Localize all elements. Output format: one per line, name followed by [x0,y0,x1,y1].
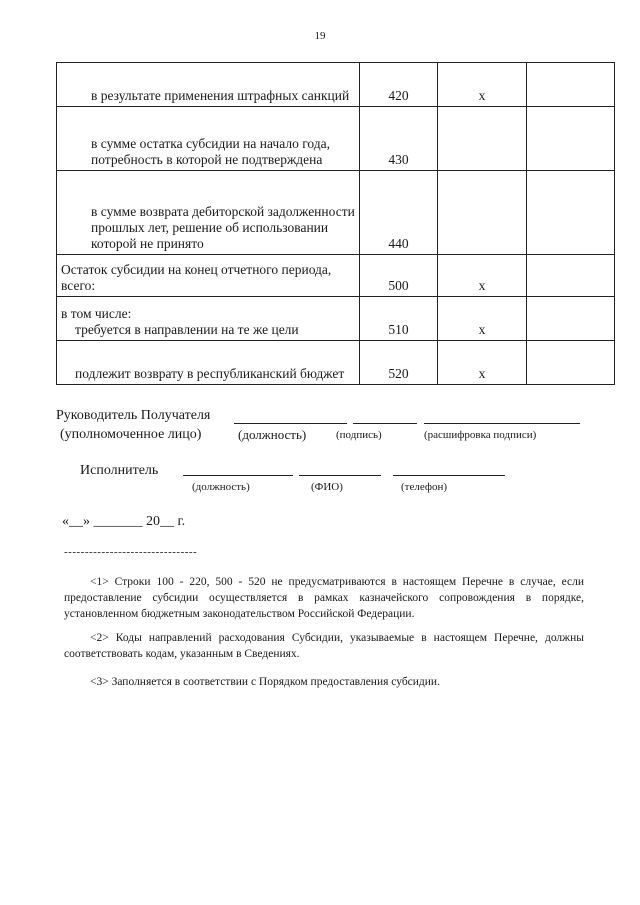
row-mark [438,171,527,255]
table-row [57,107,615,171]
footnote-3: <3> Заполняется в соответствии с Порядком предоставления субсидии. [90,676,440,688]
row-code: 510 [360,297,438,341]
row-name: в сумме остатка субсидии на начало года, потребность в которой не подтверждена [57,107,360,171]
footnote-2: <2> Коды направлений расходования Субсидии, указываемые в настоящем Перечне, должны соответствовать кодам, указанным в Сведениях. [64,632,584,660]
footnote-1: <1> Строки 100 - 220, 500 - 520 не предусматриваются в настоящем Перечне в случае, если предоставление субсидии осуществляется в рамках казначейского сопровождения в порядке, установленном бюджетным законодательством Российской Федерации. [64,576,584,620]
footnote-separator: -------------------------------- [64,546,198,558]
executor-fio-caption: (ФИО) [311,481,343,493]
decoding-caption: (расшифровка подписи) [424,429,537,441]
row-empty [527,63,615,107]
executor-position-line [183,475,293,476]
row-name-cell [57,297,360,341]
row-name-prefix: в том числе: [61,306,132,321]
row-code: 500 [360,255,438,297]
row-code: 420 [360,63,438,107]
table-row [57,63,615,107]
executor-phone-line [393,475,505,476]
executor-position-caption: (должность) [192,481,250,493]
row-mark [438,107,527,171]
executor-fio-line [299,475,381,476]
report-table [56,62,615,385]
head-label: Руководитель Получателя [56,408,211,423]
date-line: «__» _______ 20__ г. [62,514,186,529]
row-name: в сумме возврата дебиторской задолженности прошлых лет, решение об использовании которой не принято [57,171,360,255]
position-caption: (должность) [238,427,307,442]
row-name: требуется в направлении на те же цели [75,322,299,337]
signature-caption: (подпись) [336,429,382,441]
table-row [57,341,615,385]
page-number: 19 [314,30,326,42]
table-row [57,171,615,255]
row-empty [527,107,615,171]
table-row [57,297,615,341]
row-name: подлежит возврату в республиканский бюджет [57,341,360,385]
table-row [57,255,615,297]
row-empty [527,297,615,341]
row-code: 430 [360,107,438,171]
head-sub-label: (уполномоченное лицо) [60,427,202,442]
executor-label: Исполнитель [80,463,159,478]
row-name: Остаток субсидии на конец отчетного периода, всего: [57,255,360,297]
row-empty [527,255,615,297]
row-code: 520 [360,341,438,385]
row-mark: x [438,255,527,297]
row-mark: x [438,63,527,107]
position-line [234,423,347,424]
row-empty [527,171,615,255]
decoding-line [424,423,580,424]
row-mark: x [438,341,527,385]
executor-phone-caption: (телефон) [401,481,448,493]
signature-line [353,423,417,424]
row-name: в результате применения штрафных санкций [57,63,360,107]
row-empty [527,341,615,385]
row-mark: x [438,297,527,341]
row-code: 440 [360,171,438,255]
